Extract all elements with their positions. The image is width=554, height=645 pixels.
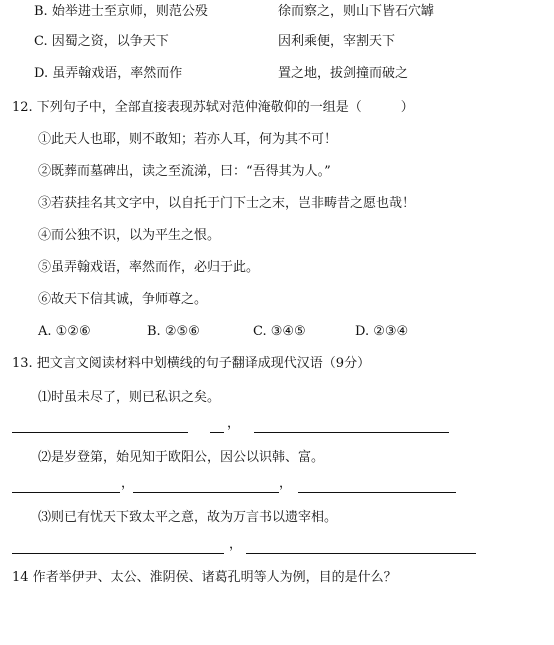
q11-option-d-left: D. 虽弄翰戏语，率然而作 <box>34 66 183 81</box>
q13-separator-2a: ， <box>121 476 135 491</box>
q12-item-5: ⑤虽弄翰戏语，率然而作，必归于此。 <box>38 260 260 275</box>
q11-option-b-left: B. 始举进士至京师，则范公殁 <box>34 4 208 19</box>
q12-item-4: ④而公独不识，以为平生之恨。 <box>38 228 221 243</box>
q13-answer-1c[interactable] <box>254 432 449 433</box>
q13-separator-3: ， <box>229 537 243 552</box>
q12-choice-d[interactable]: D. ②③④ <box>355 324 409 339</box>
q13-answer-1a[interactable] <box>12 432 188 433</box>
q13-separator-1: ， <box>227 416 241 431</box>
q13-item-3: ⑶则已有忧天下致太平之意，故为万言书以遗宰相。 <box>38 510 338 525</box>
q13-answer-3b[interactable] <box>246 553 476 554</box>
q13-answer-3a[interactable] <box>12 553 224 554</box>
q12-choice-b[interactable]: B. ②⑤⑥ <box>147 324 200 339</box>
q13-answer-2c[interactable] <box>298 492 456 493</box>
q12-stem: 12. 下列句子中，全部直接表现苏轼对范仲淹敬仰的一组是（ ） <box>12 100 414 115</box>
q13-item-2: ⑵是岁登第，始见知于欧阳公，因公以识韩、富。 <box>38 450 325 465</box>
q12-item-2: ②既葬而墓碑出，读之至流涕，曰：“吾得其为人。” <box>38 164 331 179</box>
q14-stem: 14 作者举伊尹、太公、淮阴侯、诸葛孔明等人为例，目的是什么？ <box>12 570 397 585</box>
q13-answer-2a[interactable] <box>12 492 120 493</box>
q11-option-c-left: C. 因蜀之资，以争天下 <box>34 34 169 49</box>
q13-answer-2b[interactable] <box>133 492 279 493</box>
q12-item-1: ①此天人也耶，则不敢知；若亦人耳，何为其不可！ <box>38 132 338 147</box>
q12-item-3: ③若获挂名其文字中，以自托于门下士之末，岂非畴昔之愿也哉！ <box>38 196 416 211</box>
q12-item-6: ⑥故天下信其诚，争师尊之。 <box>38 292 208 307</box>
q13-stem: 13. 把文言文阅读材料中划横线的句子翻译成现代汉语（9分） <box>12 356 371 371</box>
q11-option-c-right: 因利乘便，宰割天下 <box>278 34 396 49</box>
q11-option-b-right: 徐而察之，则山下皆石穴罅 <box>278 4 435 19</box>
q13-separator-2b: ， <box>279 476 293 491</box>
q13-item-1: ⑴时虽未尽了，则已私识之矣。 <box>38 390 221 405</box>
q11-option-d-right: 置之地，拔剑撞而破之 <box>278 66 409 81</box>
q12-choice-c[interactable]: C. ③④⑤ <box>253 324 306 339</box>
q12-choice-a[interactable]: A. ①②⑥ <box>38 324 91 339</box>
q13-answer-1b[interactable] <box>210 432 224 433</box>
